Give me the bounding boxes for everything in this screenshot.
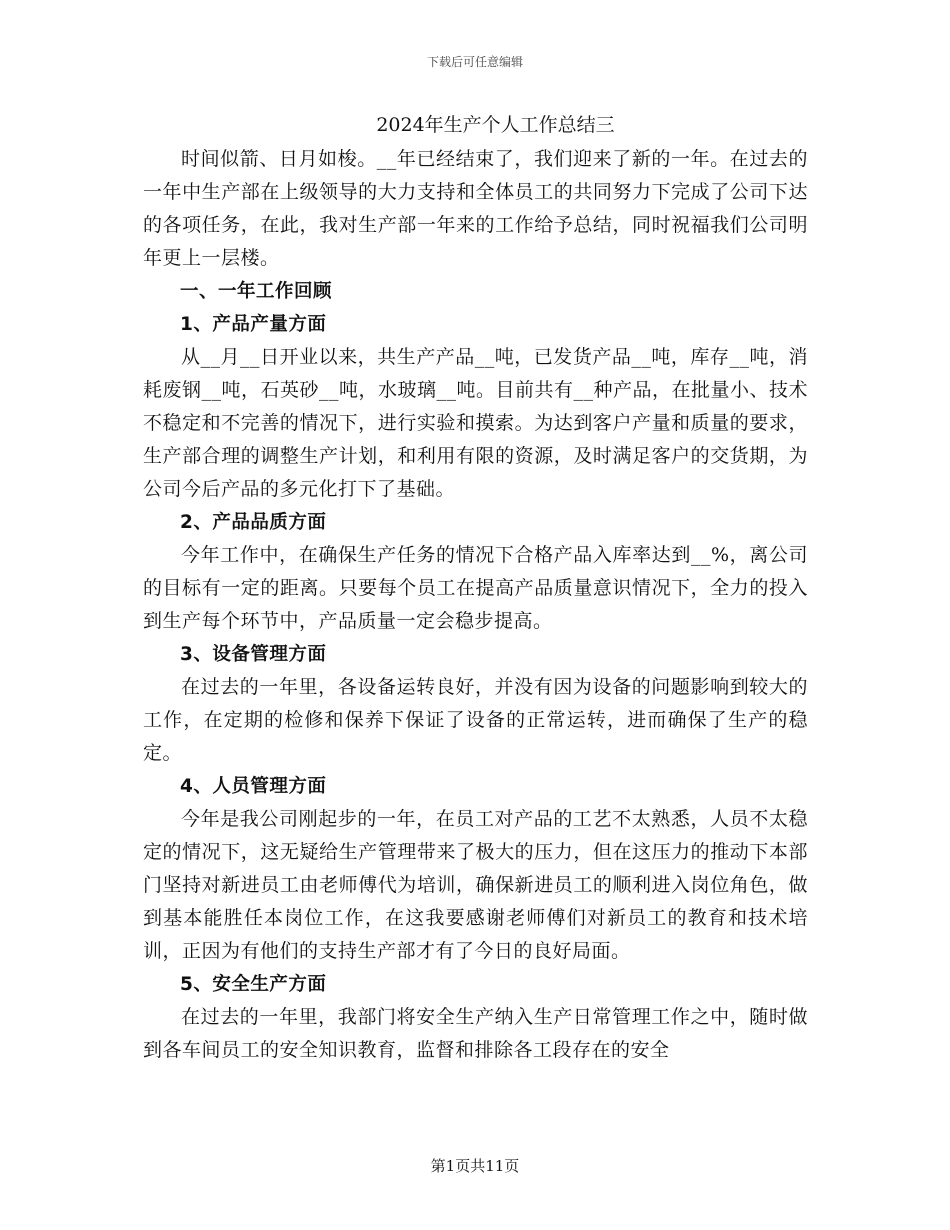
document-title: 2024年生产个人工作总结三 [376, 114, 615, 136]
page-header-note: 下载后可任意编辑 [426, 55, 523, 69]
document-body [143, 110, 808, 1067]
subsection-heading-quality: 2、产品品质方面 [180, 512, 327, 533]
output-paragraph: 从__月__日开业以来，共生产产品__吨，已发货产品__吨，库存__吨，消耗废钢__吨，石英砂__吨，水玻璃__吨。目前共有__种产品，在批量小、技术不稳定和不完善的情况下，进行实验和摸索。为达到客户产量和质量的要求，生产部合理的调整生产计划，和利用有限的资源，及时满足客户的交货期，为公司今后产品的多元化打下了基础。 [143, 346, 809, 500]
quality-paragraph: 今年工作中，在确保生产任务的情况下合格产品入库率达到__%，离公司的目标有一定的距离。只要每个员工在提高产品质量意识情况下，全力的投入到生产每个环节中，产品质量一定会稳步提高。 [143, 544, 808, 632]
intro-paragraph: 时间似箭、日月如梭。__年已经结束了，我们迎来了新的一年。在过去的一年中生产部在上级领导的大力支持和全体员工的共同努力下完成了公司下达的各项任务，在此，我对生产部一年来的工作给予总结，同时祝福我们公司明年更上一层楼。 [143, 148, 808, 269]
subsection-heading-equipment: 3、设备管理方面 [180, 644, 327, 665]
subsection-heading-personnel: 4、人员管理方面 [180, 776, 327, 797]
section-heading-review: 一、一年工作回顾 [180, 281, 333, 302]
personnel-paragraph: 今年是我公司刚起步的一年，在员工对产品的工艺不太熟悉，人员不太稳定的情况下，这无疑给生产管理带来了极大的压力，但在这压力的推动下本部门坚持对新进员工由老师傅代为培训，确保新进员工的顺利进入岗位角色，做到基本能胜任本岗位工作，在这我要感谢老师傅们对新员工的教育和技术培训，正因为有他们的支持生产部才有了今日的良好局面。 [143, 808, 808, 962]
safety-paragraph: 在过去的一年里，我部门将安全生产纳入生产日常管理工作之中，随时做到各车间员工的安全知识教育，监督和排除各工段存在的安全 [143, 1006, 808, 1061]
page-number: 第1页共11页 [430, 1157, 520, 1175]
subsection-heading-safety: 5、安全生产方面 [180, 974, 327, 995]
equipment-paragraph: 在过去的一年里，各设备运转良好，并没有因为设备的问题影响到较大的工作，在定期的检修和保养下保证了设备的正常运转，进而确保了生产的稳定。 [143, 676, 808, 764]
subsection-heading-output: 1、产品产量方面 [180, 314, 327, 335]
